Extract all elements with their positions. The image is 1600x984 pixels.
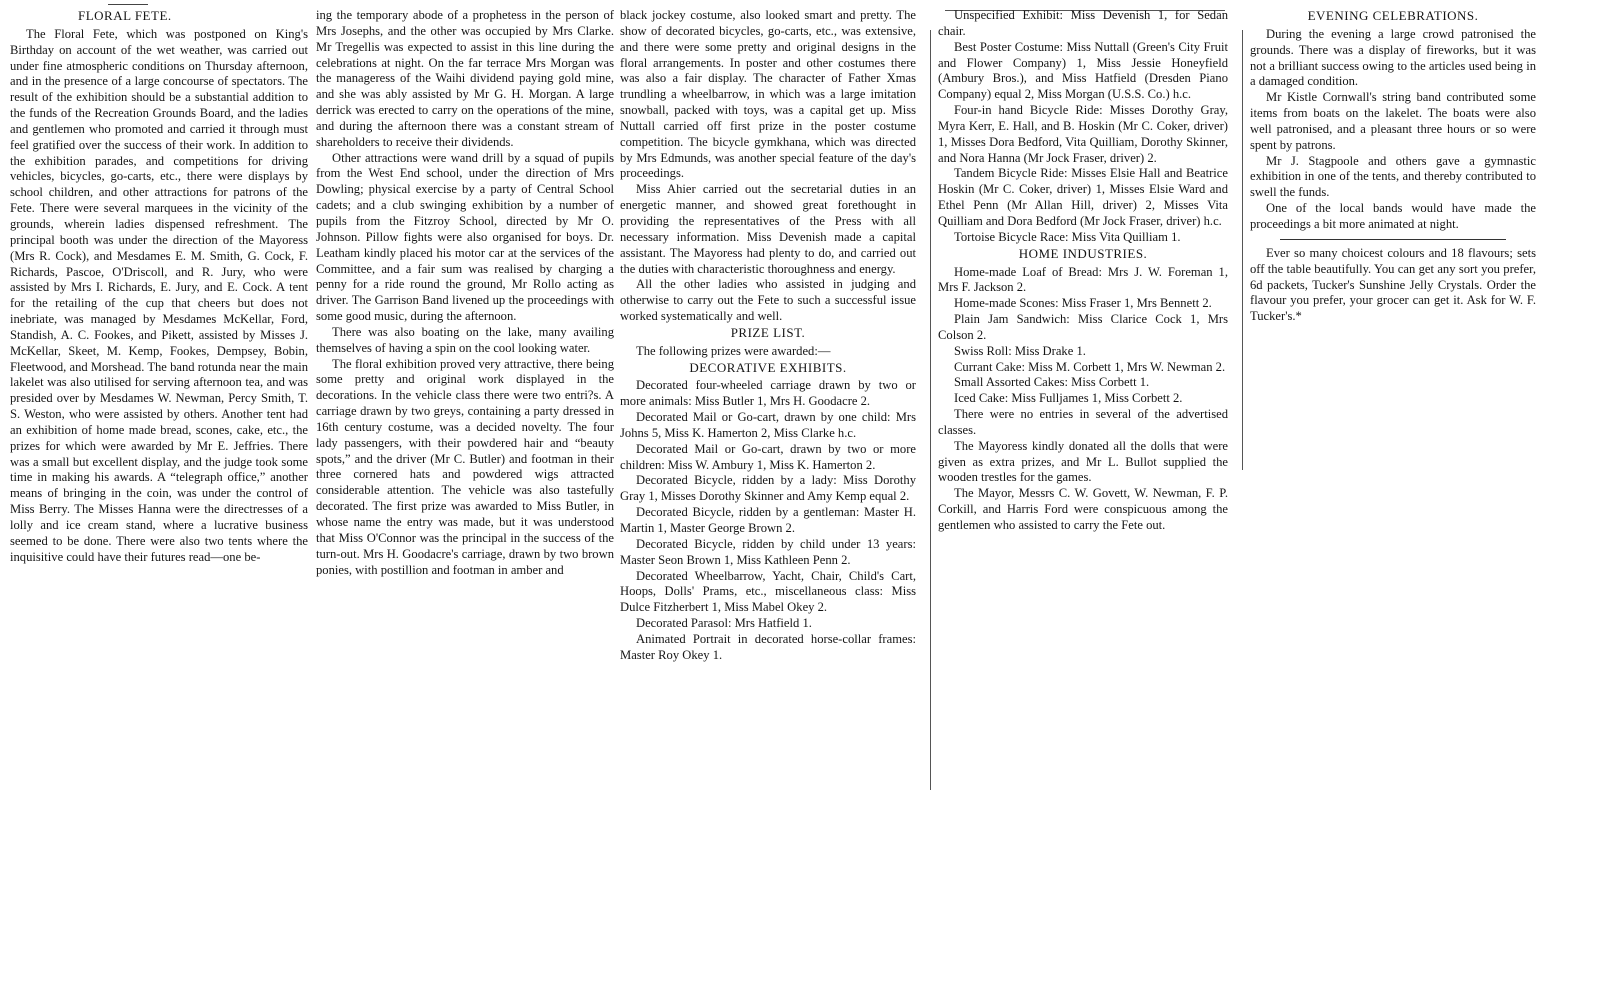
advertisement: Ever so many choicest colours and 18 flavours; sets off the table beautifully. You can get any sort you prefer, 6d packets, Tucker's Sunshine Jelly Crystals. Order the flavour you prefer, your grocer can get it. Ask for W. F. Tucker's.*: [1250, 245, 1536, 324]
prize-entry: Best Poster Costume: Miss Nuttall (Green's City Fruit and Flower Company) 1, Miss Jessie Honeyfield (Ambury Bros.), and Miss Hatfield (Dresden Piano Company) equal 2, Miss Morgan (U.S.S. Co.) h.c.: [938, 39, 1228, 102]
prize-entry: Currant Cake: Miss M. Corbett 1, Mrs W. Newman 2.: [954, 359, 1226, 374]
paragraph: There was also boating on the lake, many availing themselves of having a spin on the cool looking water.: [316, 324, 614, 355]
section-heading: HOME INDUSTRIES.: [1018, 245, 1148, 261]
column-divider: [1242, 30, 1243, 470]
prize-entry: Unspecified Exhibit: Miss Devenish 1, for Sedan chair.: [938, 8, 1228, 38]
prize-entry: Swiss Roll: Miss Drake 1.: [954, 343, 1086, 358]
prize-entry: Decorated Bicycle, ridden by a lady: Miss Dorothy Gray 1, Misses Dorothy Skinner and Amy Kemp equal 2.: [620, 473, 916, 504]
paragraph: One of the local bands would have made the proceedings a bit more animated at night.: [1250, 201, 1536, 231]
paragraph: Other attractions were wand drill by a squad of pupils from the West End school, under the direction of Mrs Dowling; physical exercise by a party of Central School cadets; and a club swinging exhibition by a number of pupils from the Fitzroy School, directed by Mr O. Johnson. Pillow fights were also organised for boys. Dr. Leatham kindly placed his motor car at the services of the Committee, and a fair sum was realised by charging a penny for a ride round the ground, Mr Rollo acting as driver. The Garrison Band livened up the proceedings with some good music, during the afternoon.: [316, 150, 614, 324]
prize-entry: Tortoise Bicycle Race: Miss Vita Quilliam 1.: [954, 229, 1181, 244]
paragraph: The Mayor, Messrs C. W. Govett, W. Newman, F. P. Corkill, and Harris Ford were conspicuous among the gentlemen who assisted to carry the Fete out.: [938, 486, 1228, 532]
paragraph: Mr Kistle Cornwall's string band contributed some items from boats on the lakelet. The boats were also well patronised, and a pleasant three hours or so were spent by patrons.: [1250, 90, 1536, 152]
paragraph: ing the temporary abode of a prophetess in the person of Mrs Josephs, and the other was occupied by Mrs Clarke. Mr Tregellis was expected to assist in this line during the celebrations at night. On the far terrace Mrs Morgan was the manageress of the Waihi dividend paying gold mine, and she was ably assisted by Mr G. H. Morgan. A large derrick was erected to carry on the operations of the mine, and during the afternoon there was a constant stream of shareholders to receive their dividends.: [316, 8, 614, 149]
title-rule: [108, 4, 148, 5]
paragraph: The following prizes were awarded:—: [636, 343, 831, 358]
prize-entry: Decorated Mail or Go-cart, drawn by two or more children: Miss W. Ambury 1, Miss K. Hamerton 2.: [620, 441, 916, 472]
prize-entry: Plain Jam Sandwich: Miss Clarice Cock 1, Mrs Colson 2.: [938, 312, 1228, 342]
prize-entry: Decorated Wheelbarrow, Yacht, Chair, Child's Cart, Hoops, Dolls' Prams, etc., miscellaneous class: Miss Dulce Fitzherbert 1, Miss Mabel Okey 2.: [620, 568, 916, 615]
paragraph: The Floral Fete, which was postponed on King's Birthday on account of the wet weather, was carried out under fine atmospheric conditions on Thursday afternoon, and in the presence of a large concourse of spectators. The result of the exhibition should be a substantial addition to the funds of the Recreation Grounds Board, and the ladies and gentlemen who promoted and carried it through must feel gratified over the success of their work. In addition to the exhibition parades, and competitions for driving vehicles, bicycles, go-carts, etc., there were displays by school children, and other attractions for patrons of the Fete. There were several marquees in the vicinity of the grounds, wherein ladies dispensed refreshment. The principal booth was under the direction of the Mayoress (Mrs R. Cock), and Mesdames E. M. Smith, G. Cock, F. Richards, Pascoe, O'Driscoll, and R. Jury, who were assisted by Mrs I. Richards, E. Jury, and E. Cock. A tent for the retailing of the cup that cheers but does not inebriate, was managed by Mesdames McKellar, Ford, Standish, A. C. Fookes, and Pikett, assisted by Misses J. McKellar, Skeet, M. Kemp, Fookes, Dempsey, Bobin, Fleetwood, and Morshead. The band rotunda near the main lakelet was also utilised for serving afternoon tea, and was presided over by Mesdames W. Newman, Percy Smith, T. S. Weston, who were assisted by others. Another tent had an exhibition of home made bread, scones, cake, etc., the prizes for which were awarded by Mr E. Jeffries. There was a small but excellent display, and the judge took some time in making his awards. A “telegraph office,” another means of bringing in the coin, was under the control of Miss Berry. The Misses Hanna were the directresses of a lolly and ice cream stand, where a lucrative business seemed to be done. There were also two tents where the inquisitive could have their futures read—one be-: [10, 26, 308, 564]
column-5: [1250, 8, 1536, 978]
column-1: [10, 8, 308, 978]
prize-entry: Iced Cake: Miss Fulljames 1, Miss Corbett 2.: [954, 391, 1183, 406]
prize-entry: Four-in hand Bicycle Ride: Misses Dorothy Gray, Myra Kerr, E. Hall, and B. Hoskin (Mr C. Coker, driver) 1, Misses Dora Bedford, Vita Quilliam, Dorothy Skinner, and Nora Hanna (Mr Jock Fraser, driver) 2.: [938, 103, 1228, 165]
section-rule: [1280, 239, 1506, 240]
prize-entry: Decorated Mail or Go-cart, drawn by one child: Mrs Johns 5, Miss K. Hamerton 2, Miss Clarke h.c.: [620, 410, 916, 440]
prize-entry: Tandem Bicycle Ride: Misses Elsie Hall and Beatrice Hoskin (Mr C. Coker, driver) 1, Misses Elsie Ward and Ethel Penn (Mr Allan Hill, driver) 2, Misses Vita Quilliam and Dora Bedford (Mr Jock Fraser, driver) h.c.: [938, 166, 1228, 228]
paragraph: Mr J. Stagpoole and others gave a gymnastic exhibition in one of the tents, and thereby contributed to swell the funds.: [1250, 153, 1536, 200]
column-divider: [930, 30, 931, 790]
column-2: [316, 8, 614, 978]
article-title: EVENING CELEBRATIONS.: [1307, 8, 1479, 23]
paragraph: black jockey costume, also looked smart and pretty. The show of decorated bicycles, go-carts, etc., was extensive, and there were some pretty and original designs in the floral arrangements. In poster and other costumes there was also a fair display. The character of Father Xmas trundling a wheelbarrow, in which was a large imitation snowball, packed with toys, was a capital get up. Miss Nuttall carried off first prize in the poster costume competition. The bicycle gymkhana, which was directed by Mrs Edmunds, was another special feature of the day's proceedings.: [620, 8, 916, 181]
section-heading: PRIZE LIST.: [730, 324, 806, 340]
prize-entry: Small Assorted Cakes: Miss Corbett 1.: [954, 375, 1150, 390]
paragraph: All the other ladies who assisted in judging and otherwise to carry out the Fete to such a successful issue worked systematically and well.: [620, 277, 916, 324]
column-4: [938, 8, 1228, 978]
prize-entry: Decorated Parasol: Mrs Hatfield 1.: [636, 616, 812, 631]
prize-entry: Home-made Scones: Miss Fraser 1, Mrs Bennett 2.: [954, 296, 1212, 311]
prize-entry: Home-made Loaf of Bread: Mrs J. W. Foreman 1, Mrs F. Jackson 2.: [938, 264, 1228, 295]
prize-entry: Decorated Bicycle, ridden by child under 13 years: Master Seon Brown 1, Miss Kathleen Penn 2.: [620, 536, 916, 567]
prize-entry: Decorated four-wheeled carriage drawn by two or more animals: Miss Butler 1, Mrs H. Goodacre 2.: [620, 378, 916, 409]
paragraph: The floral exhibition proved very attractive, there being some pretty and original work displayed in the decorations. In the vehicle class there were two entri?s. A carriage drawn by two greys, containing a party dressed in 16th century costume, was a decided novelty. The four lady passengers, with their powdered hair and “beauty spots,” and the driver (Mr C. Butler) and footman in their three cornered hats and powdered wigs attracted considerable attention. The vehicle was also tastefully decorated. The first prize was awarded to Miss Butler, in whose name the entry was made, but it was understood that Miss O'Connor was the principal in the success of the turn-out. Mrs H. Goodacre's carriage, drawn by two brown ponies, with postillion and footman in amber and: [316, 356, 614, 577]
column-3: [620, 8, 916, 978]
prize-entry: Animated Portrait in decorated horse-collar frames: Master Roy Okey 1.: [620, 631, 916, 662]
section-heading: DECORATIVE EXHIBITS.: [689, 359, 847, 375]
prize-entry: Decorated Bicycle, ridden by a gentleman: Master H. Martin 1, Master George Brown 2.: [620, 505, 916, 535]
paragraph: Miss Ahier carried out the secretarial duties in an energetic manner, and showed great forethought in providing the representatives of the Press with all necessary information. Miss Devenish made a capital assistant. The Mayoress had plenty to do, and carried out the duties with characteristic thoroughness and energy.: [620, 182, 916, 276]
paragraph: There were no entries in several of the advertised classes.: [938, 407, 1228, 437]
paragraph: The Mayoress kindly donated all the dolls that were given as extra prizes, and Mr L. Bullot supplied the wooden trestles for the games.: [938, 438, 1228, 485]
paragraph: During the evening a large crowd patronised the grounds. There was a display of fireworks, but it was not a brilliant success owing to the articles used being in a damaged condition.: [1250, 26, 1536, 89]
article-title: FLORAL FETE.: [78, 8, 172, 23]
